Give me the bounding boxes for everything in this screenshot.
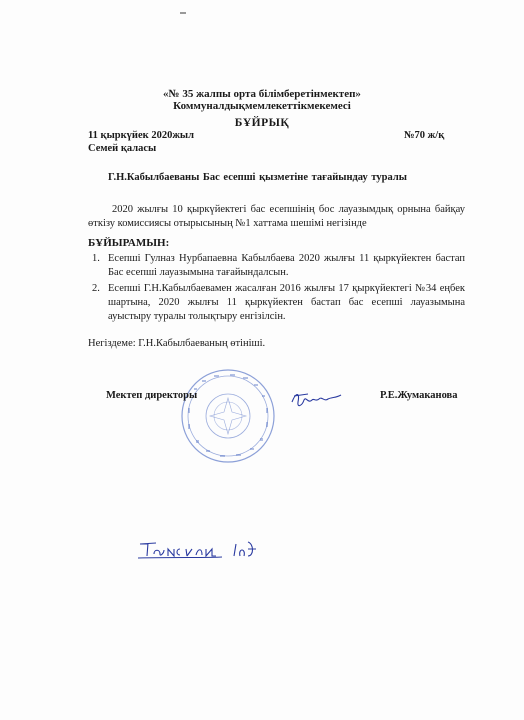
order-items [92, 252, 465, 326]
order-item [92, 282, 465, 324]
order-title: Г.Н.Кабылбаеваны Бас есепші қызметіне тағайындау туралы [108, 172, 407, 183]
intro-paragraph: 2020 жылғы 10 қыркүйектегі бас есепшінің бос лауазымдық орнына байқау өткізу комиссиясы отырысының №1 хаттама шешімі негізінде [88, 204, 465, 229]
handwritten-acknowledgement-icon [136, 536, 266, 562]
order-date: 11 қыркүйек 2020жыл [88, 130, 195, 141]
order-word: БҰЙЫРАМЫН: [88, 237, 170, 249]
signatory-position: Мектеп директоры [106, 390, 198, 401]
signature-icon [288, 388, 344, 410]
order-item [92, 252, 465, 280]
org-name-line2: Коммуналдықмемлекеттікмекемесі [173, 100, 351, 112]
order-number: №70 ж/қ [404, 130, 445, 141]
item-number: 1. [92, 253, 100, 264]
official-stamp-icon [180, 368, 276, 464]
item-number: 2. [92, 283, 100, 294]
item-text: Есепші Гулназ Нурбапаевна Кабылбаева 2020 жылғы 11 қыркүйектен бастап Бас есепші лауазымына тағайындалсын. [108, 253, 465, 278]
basis-line: Негіздеме: Г.Н.Кабылбаеваның өтініші. [88, 338, 266, 349]
signatory-name: Р.Е.Жумаканова [380, 390, 458, 401]
document-type: БҰЙРЫҚ [234, 117, 290, 129]
order-city: Семей қаласы [88, 143, 157, 154]
org-name-line1: «№ 35 жалпы орта білімберетінмектеп» [163, 88, 361, 100]
item-text: Есепші Г.Н.Кабылбаевамен жасалған 2016 жылғы 17 қыркүйектегі №34 еңбек шартына, 2020 жылғы 11 қыркүйектен бастап бас есепші лауазымына ауыстыру туралы толықтыру енгізілсін. [108, 283, 465, 322]
scan-mark [180, 12, 186, 14]
